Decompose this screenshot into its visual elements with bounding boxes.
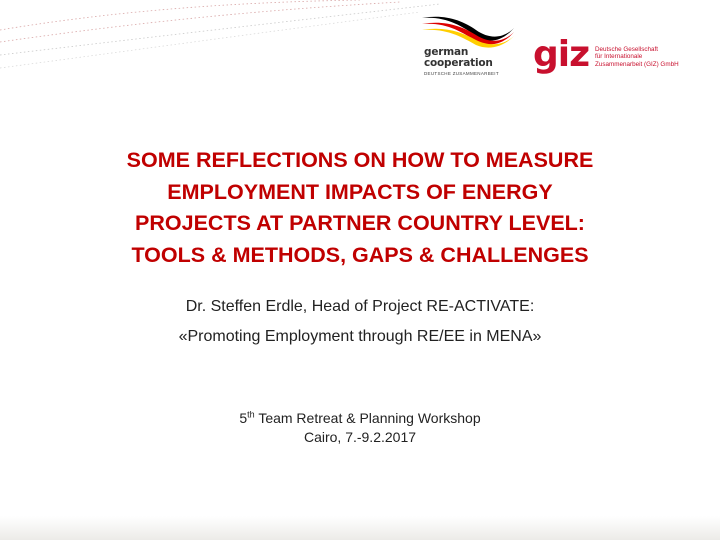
title-line-4: TOOLS & METHODS, GAPS & CHALLENGES <box>131 242 589 267</box>
giz-fullname <box>595 46 679 68</box>
logo-text-cooperation: cooperation <box>424 57 493 69</box>
event-ordinal-suffix: th <box>247 409 255 420</box>
author-block <box>40 292 680 352</box>
event-place-date: Cairo, 7.-9.2.2017 <box>303 429 417 445</box>
title-line-3: PROJECTS AT PARTNER COUNTRY LEVEL: <box>135 211 585 235</box>
author-line: Dr. Steffen Erdle, Head of Project RE-ACTIVATE: <box>185 298 535 315</box>
giz-name-line-3: Zusammenarbeit (GIZ) GmbH <box>595 60 679 68</box>
bottom-band <box>0 516 720 540</box>
giz-name-line-2: für Internationale <box>595 53 643 61</box>
event-name <box>40 409 680 428</box>
project-line: «Promoting Employment through RE/EE in MENA» <box>178 328 542 345</box>
slide-title <box>60 145 660 271</box>
logo-subline: DEUTSCHE ZUSAMMENARBEIT <box>424 71 499 76</box>
german-cooperation-logo <box>418 14 518 86</box>
title-line-2: EMPLOYMENT IMPACTS OF ENERGY <box>167 179 553 204</box>
event-title: Team Retreat & Planning Workshop <box>258 410 481 426</box>
logo-text-german: german <box>424 46 469 58</box>
giz-wordmark: giz <box>533 34 590 75</box>
title-line-1: SOME REFLECTIONS ON HOW TO MEASURE <box>126 148 594 172</box>
event-block <box>40 409 680 447</box>
german-flag-swoosh-icon <box>418 14 518 48</box>
event-number: 5 <box>239 410 248 426</box>
giz-name-line-1: Deutsche Gesellschaft <box>595 46 658 53</box>
